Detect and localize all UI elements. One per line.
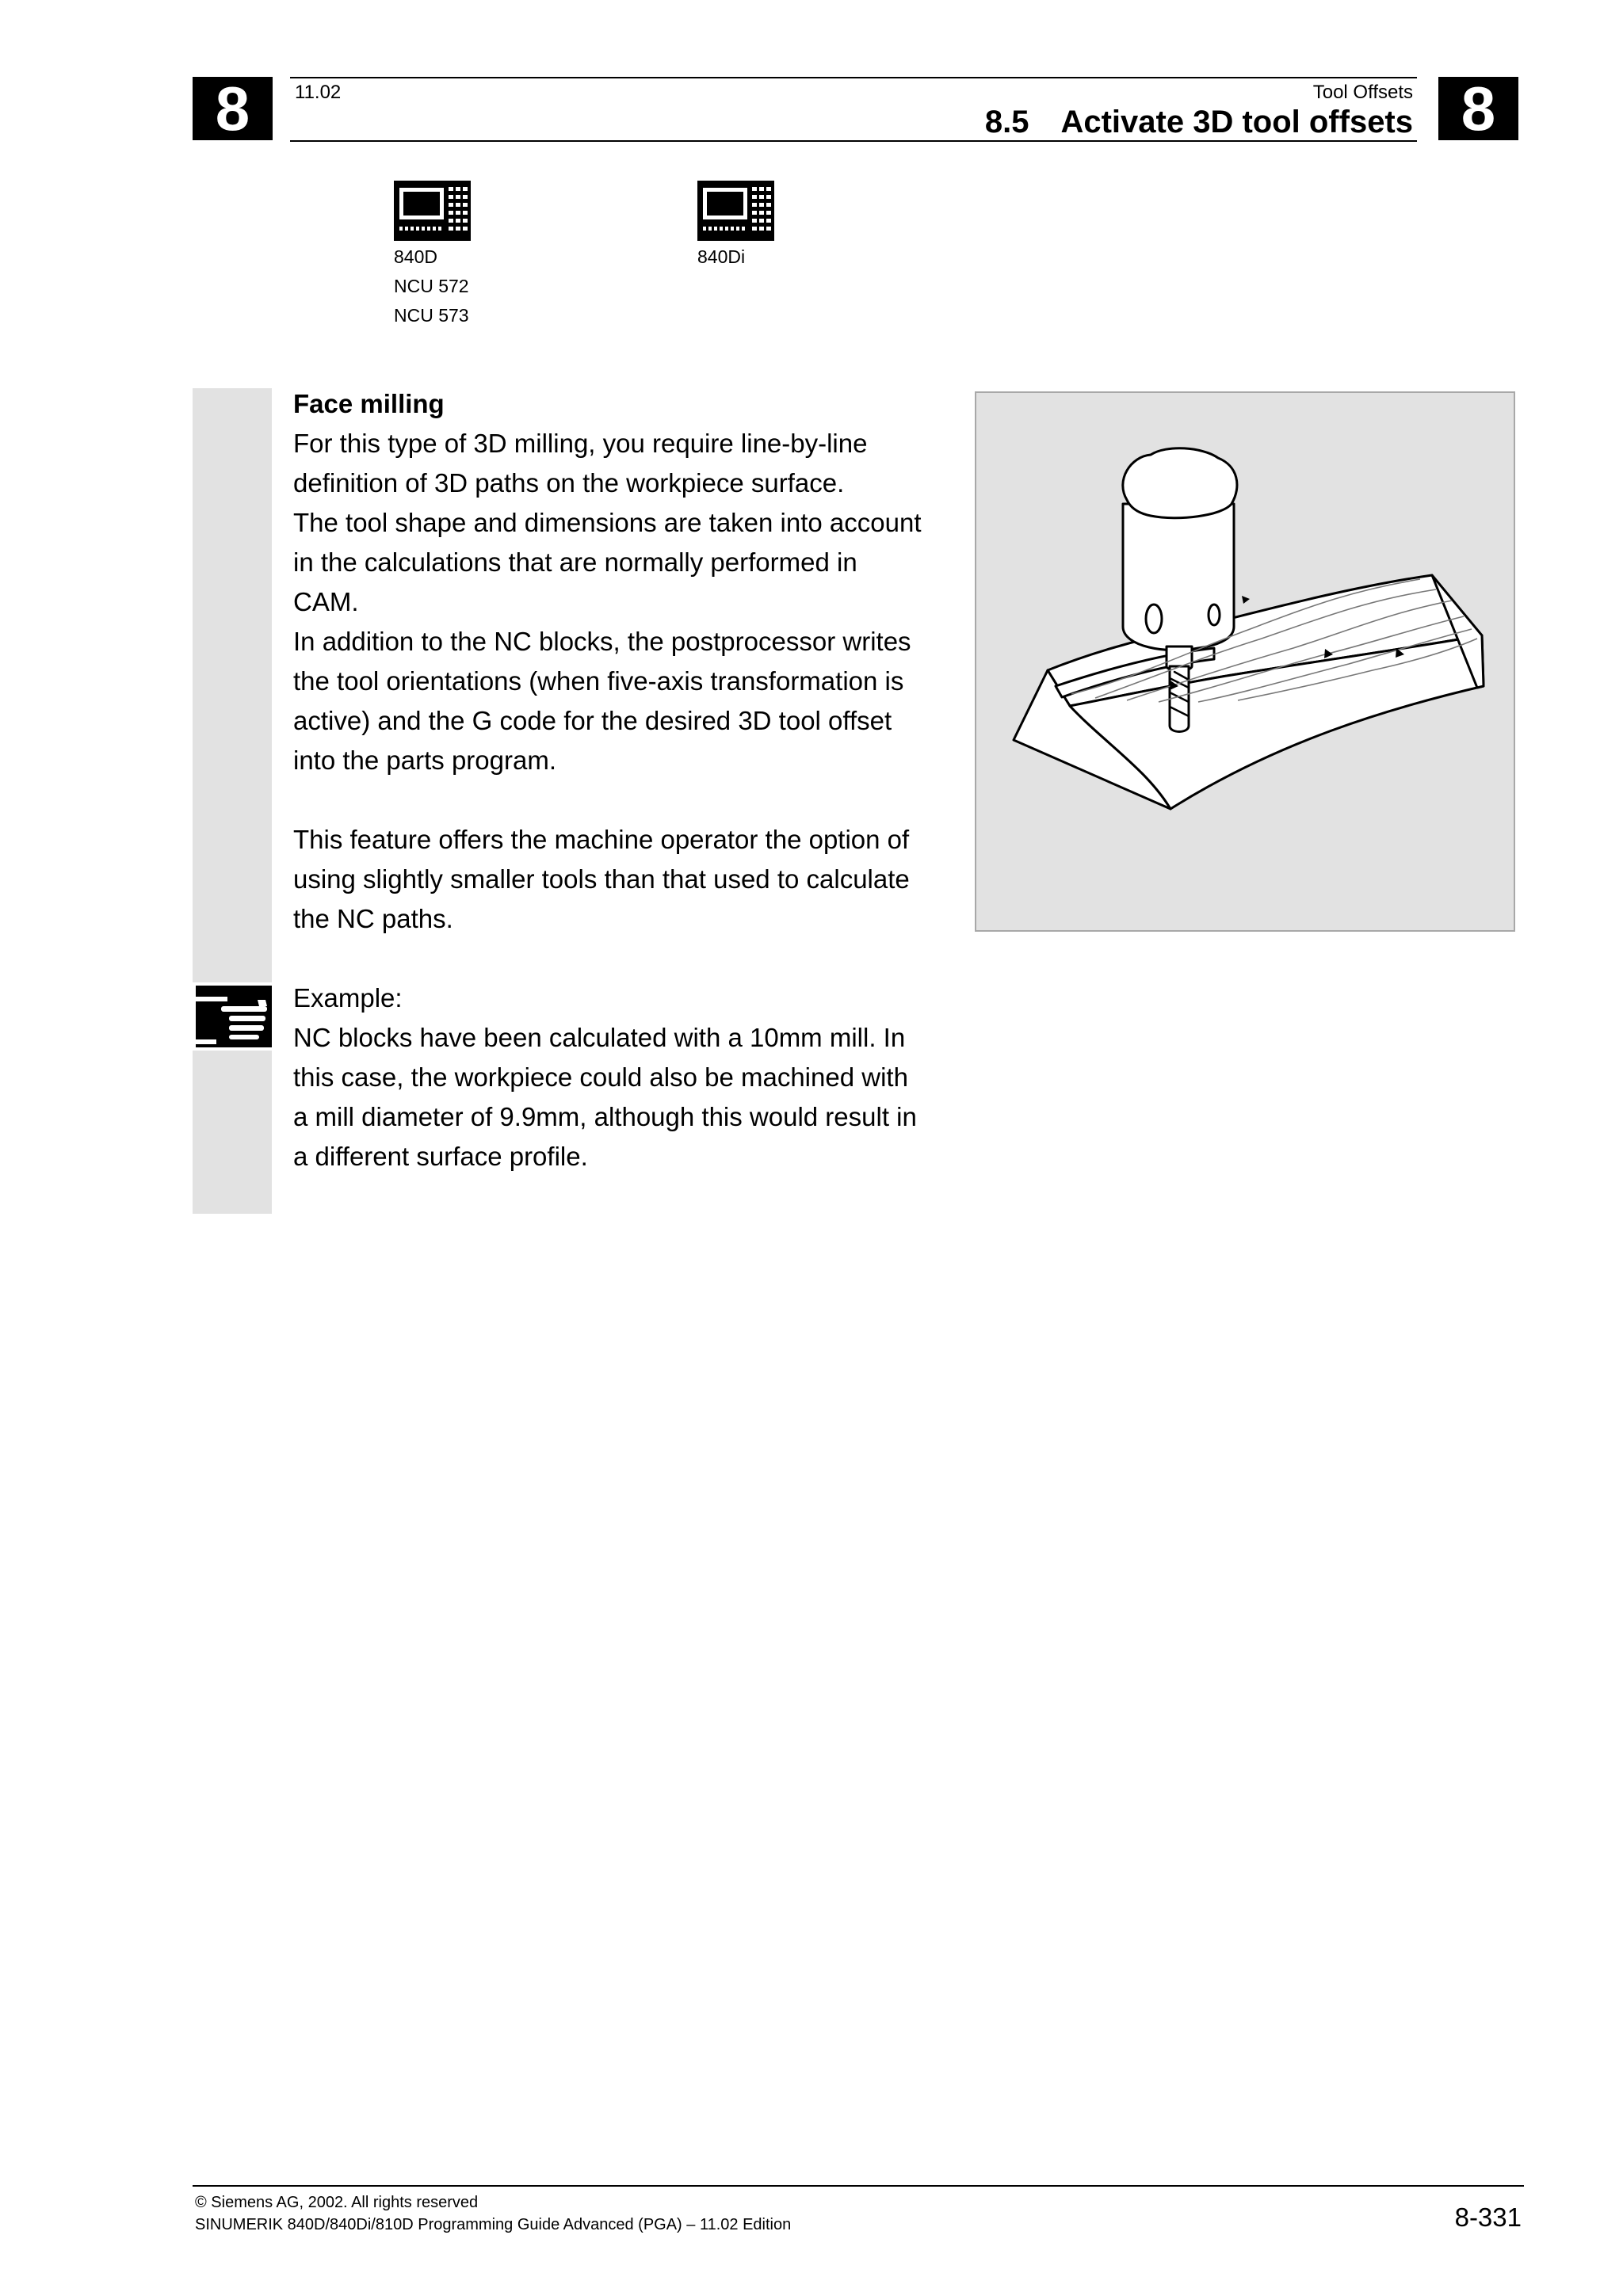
paragraph: For this type of 3D milling, you require line-by-line definition of 3D paths on the workpiece surface.: [293, 429, 868, 498]
margin-sidebar: [193, 388, 272, 1214]
face-milling-figure: [975, 391, 1515, 932]
control-label-group-1: [394, 242, 469, 330]
control-label-group-2: [697, 242, 745, 272]
footer-copyright: © Siemens AG, 2002. All rights reserved: [195, 2194, 479, 2211]
control-panel-icon: [697, 181, 774, 241]
footer-publication: SINUMERIK 840D/840Di/810D Programming Guide Advanced (PGA) – 11.02 Edition: [195, 2216, 792, 2233]
example-text: NC blocks have been calculated with a 10mm mill. In this case, the workpiece could also be machined with a mill diameter of 9.9mm, although this would result in a different surface profile.: [293, 1023, 917, 1171]
header-top-rule: [290, 77, 1417, 78]
paragraph: This feature offers the machine operator the option of using slightly smaller tools than that used to calculate the NC paths.: [293, 825, 910, 933]
chapter-number-badge-right: 8: [1438, 77, 1518, 140]
example-label: Example:: [293, 983, 403, 1013]
control-panel-icon: [394, 181, 471, 241]
control-label: 840Di: [697, 246, 746, 267]
paragraph: In addition to the NC blocks, the postprocessor writes the tool orientations (when five-axis transformation is active) and the G code for the desired 3D tool offset into the parts program.: [293, 627, 911, 775]
main-text-column: [293, 384, 927, 1177]
header-chapter-title: Tool Offsets: [1312, 82, 1413, 103]
control-label: 840D: [394, 246, 437, 267]
control-label: NCU 572: [394, 276, 469, 296]
section-heading: Face milling: [293, 389, 445, 418]
header-date: 11.02: [295, 82, 342, 103]
page-number: 8-331: [1454, 2203, 1522, 2232]
footer-rule: [193, 2185, 1524, 2187]
section-title: [985, 105, 1413, 140]
control-label: NCU 573: [394, 305, 469, 326]
section-number: 8.5: [984, 105, 1029, 139]
paragraph: The tool shape and dimensions are taken into account in the calculations that are normally performed in CAM.: [293, 508, 922, 616]
pointing-hand-icon: [193, 982, 274, 1051]
chapter-number-badge-left: 8: [193, 77, 273, 140]
header-bottom-rule: [290, 140, 1417, 142]
face-milling-illustration-icon: [976, 393, 1514, 930]
section-title-text: Activate 3D tool offsets: [1060, 105, 1413, 139]
